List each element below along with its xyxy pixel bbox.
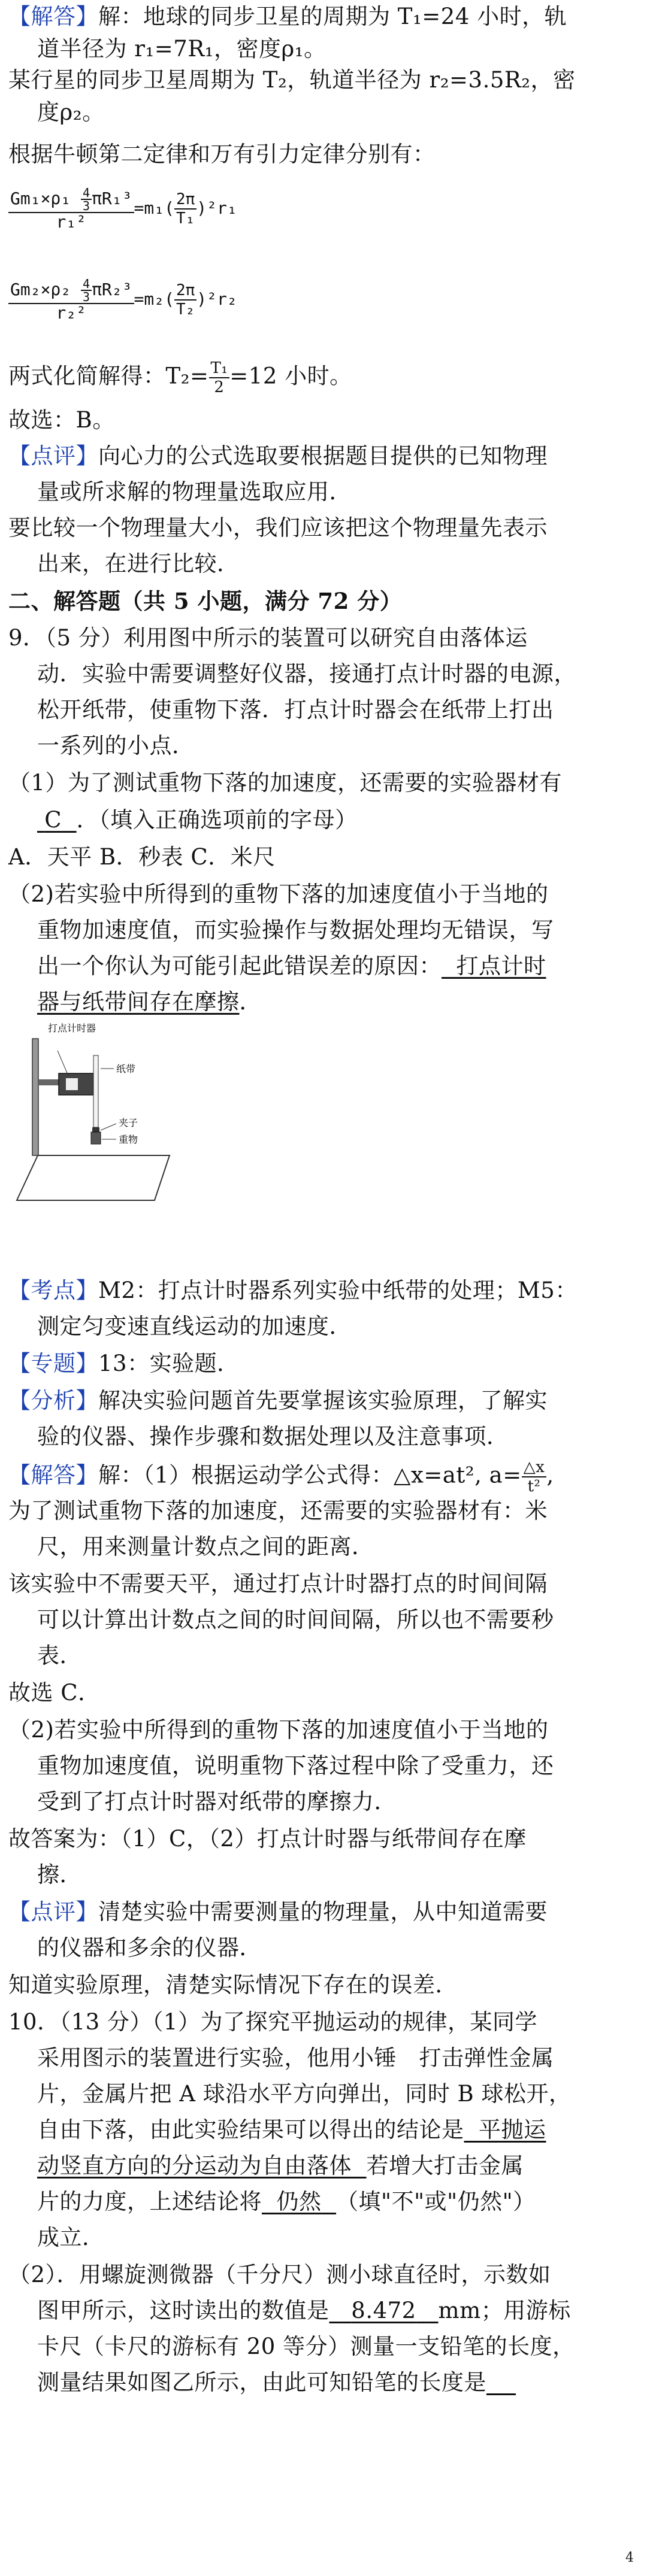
text-line: 某行星的同步卫星周期为 T₂，轨道半径为 r₂=3.5R₂，密: [8, 67, 576, 93]
text-line: （2)若实验中所得到的重物下落的加速度值小于当地的: [8, 881, 549, 907]
text-line: 图甲所示，这时读出的数值是 8.472 mm；用游标: [37, 2298, 571, 2323]
text-line: 松开纸带，使重物下落．打点计时器会在纸带上打出: [37, 697, 554, 723]
line-review-2: 【点评】清楚实验中需要测量的物理量，从中知道需要: [8, 1899, 548, 1925]
text-line: 要比较一个物理量大小，我们应该把这个物理量先表示: [8, 515, 548, 541]
text-line: C ．（填入正确选项前的字母）: [37, 805, 358, 836]
text-line: 动竖直方向的分运动为自由落体 若增大打击金属: [37, 2153, 524, 2178]
text-line: 表．: [37, 1643, 82, 1668]
text-line: 验的仪器、操作步骤和数据处理以及注意事项．: [37, 1424, 509, 1449]
line-review: 【点评】向心力的公式选取要根据题目提供的已知物理: [8, 443, 548, 469]
text-line: 重物加速度值，而实验操作与数据处理均无错误，写: [37, 917, 554, 943]
section-heading: 二、解答题（共 5 小题，满分 72 分）: [8, 588, 403, 614]
text-line: 一系列的小点．: [37, 733, 195, 758]
answer-blank: C: [44, 807, 62, 833]
equation-1: Gm₁×ρ₁ $\frac{4}{3}$ πR₁³ r₁² =m₁( $\frac{2\pi}{\text{T₁}}$ )²r₁: [8, 187, 237, 231]
answer-blank: 平抛运: [479, 2117, 546, 2143]
line-solution-2: 【解答】解：（1）根据运动学公式得：△x=at², a= $\frac{\triangle x}{\text{t²}}$ ,: [8, 1458, 554, 1495]
label-timer: 打点计时器: [48, 1022, 96, 1034]
line-analysis: 【分析】解决实验问题首先要掌握该实验原理，了解实: [8, 1388, 548, 1413]
text-line: 重物加速度值，说明重物下落过程中除了受重力，还: [37, 1753, 554, 1779]
equation-2: Gm₂×ρ₂ $\frac{4}{3}$ πR₂³ r₂² =m₂( $\frac{2\pi}{\text{T₂}}$ )²r₂: [8, 278, 237, 322]
tag-solution: 【解答】: [8, 1462, 98, 1488]
text-line: 可以计算出计数点之间的时间间隔，所以也不需要秒: [37, 1607, 554, 1633]
text-line: 度ρ₂。: [37, 99, 105, 125]
label-clip: 夹子: [119, 1117, 138, 1128]
text-line: 自由下落，由此实验结果可以得出的结论是 平抛运: [37, 2117, 546, 2143]
options-line: A．天平 B．秒表 C．米尺: [8, 844, 276, 870]
text-line: 故选：B。: [8, 407, 115, 433]
text-line: 量或所求解的物理量选取应用．: [37, 479, 352, 505]
text-line: 该实验中不需要天平，通过打点计时器打点的时间间隔: [8, 1571, 548, 1597]
question-10: 10．（13 分）（1）为了探究平抛运动的规律，某同学: [8, 2009, 537, 2035]
text-line: 成立．: [37, 2225, 105, 2250]
text-line: 出一个你认为可能引起此错误差的原因： 打点计时: [37, 953, 546, 979]
text-line: 受到了打点计时器对纸带的摩擦力．: [37, 1789, 397, 1815]
text-line: 测定匀变速直线运动的加速度．: [37, 1313, 352, 1339]
line-solution-header: 【解答】解：地球的同步卫星的周期为 T₁=24 小时，轨: [8, 4, 567, 29]
text-line: 的仪器和多余的仪器．: [37, 1935, 262, 1961]
text-line: 尺，用来测量计数点之间的距离．: [37, 1534, 374, 1559]
tag-topic: 【专题】: [8, 1351, 98, 1376]
tag-solution: 【解答】: [8, 4, 98, 29]
answer-blank: 打点计时: [456, 953, 546, 979]
tag-review: 【点评】: [8, 1899, 98, 1925]
tag-review: 【点评】: [8, 443, 98, 469]
label-weight: 重物: [119, 1134, 138, 1145]
apparatus-figure: [11, 1021, 185, 1236]
text-line: 片，金属片把 A 球沿水平方向弹出，同时 B 球松开，: [37, 2081, 572, 2107]
page-number: 4: [625, 2550, 634, 2565]
line-knowledge-point: 【考点】M2：打点计时器系列实验中纸带的处理；M5：: [8, 1278, 578, 1303]
text-line: 故答案为：（1）C，（2）打点计时器与纸带间存在摩: [8, 1826, 527, 1852]
text-line: 卡尺（卡尺的游标有 20 等分）测量一支铅笔的长度，: [37, 2334, 575, 2359]
text-line: （2）．用螺旋测微器（千分尺）测小球直径时，示数如: [8, 2262, 551, 2287]
tag-knowledge-point: 【考点】: [8, 1278, 98, 1303]
text-line: 测量结果如图乙所示，由此可知铅笔的长度是: [37, 2367, 516, 2398]
text-line: 知道实验原理，清楚实际情况下存在的误差．: [8, 1972, 458, 1998]
answer-blank: [486, 2369, 516, 2395]
label-tape: 纸带: [116, 1063, 136, 1075]
text-line: 器与纸带间存在摩擦．: [37, 989, 262, 1015]
text-line: （1）为了测试重物下落的加速度，还需要的实验器材有: [8, 770, 563, 796]
text-line: 道半径为 r₁=7R₁，密度ρ₁。: [37, 36, 326, 62]
text-line: 两式化简解得：T₂= $\frac{\text{T₁}}{2}$ =12 小时。: [8, 359, 352, 396]
question-9: 9．（5 分）利用图中所示的装置可以研究自由落体运: [8, 625, 528, 651]
text-line: 片的力度，上述结论将 仍然 （填"不"或"仍然"）: [37, 2189, 536, 2214]
text-line: （2)若实验中所得到的重物下落的加速度值小于当地的: [8, 1717, 549, 1743]
answer-blank: 仍然: [276, 2189, 322, 2214]
text-line: 为了测试重物下落的加速度，还需要的实验器材有：米: [8, 1498, 548, 1524]
answer-blank: 8.472: [351, 2298, 416, 2323]
text-line: 动．实验中需要调整好仪器，接通打点计时器的电源，: [37, 661, 576, 687]
tag-analysis: 【分析】: [8, 1388, 98, 1413]
text-line: 根据牛顿第二定律和万有引力定律分别有：: [8, 141, 436, 167]
text-line: 采用图示的装置进行实验，他用小锤 打击弹性金属: [37, 2045, 554, 2071]
answer-blank: 动竖直方向的分运动为自由落体: [37, 2153, 352, 2178]
answer-blank: 器与纸带间存在摩擦: [37, 989, 240, 1015]
line-topic: 【专题】13：实验题．: [8, 1351, 240, 1376]
text-line: 出来，在进行比较．: [37, 551, 240, 577]
text-line: 擦．: [37, 1862, 82, 1888]
text-line: 故选 C．: [8, 1680, 101, 1706]
